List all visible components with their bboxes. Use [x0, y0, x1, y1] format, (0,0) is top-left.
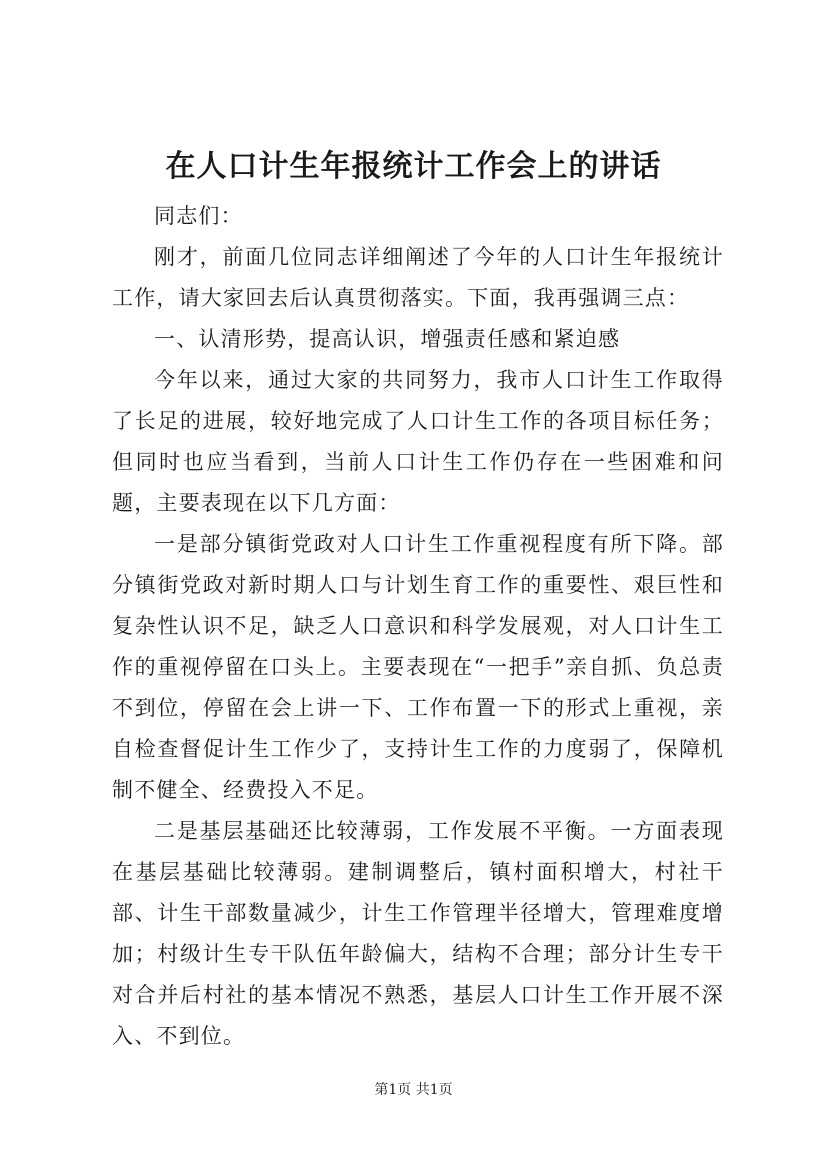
- body-paragraph: 一是部分镇街党政对人口计生工作重视程度有所下降。部分镇街党政对新时期人口与计划生育工作的重要性、艰巨性和复杂性认识不足，缺乏人口意识和科学发展观，对人口计生工作的重视停留在口头上。主要表现在“一把手”亲自抓、负总责不到位，停留在会上讲一下、工作布置一下的形式上重视，亲自检查督促计生工作少了，支持计生工作的力度弱了，保障机制不健全、经费投入不足。: [112, 532, 724, 802]
- intro-paragraph: 刚才，前面几位同志详细阐述了今年的人口计生年报统计工作，请大家回去后认真贯彻落实。下面，我再强调三点：: [112, 245, 724, 310]
- body-paragraph: 今年以来，通过大家的共同努力，我市人口计生工作取得了长足的进展，较好地完成了人口计生工作的各项目标任务；但同时也应当看到，当前人口计生工作仍存在一些困难和问题，主要表现在以下几方面：: [112, 368, 724, 515]
- salutation-paragraph: 同志们：: [154, 204, 243, 228]
- page-footer: 第1页 共1页: [374, 1082, 453, 1098]
- document-body: [112, 196, 724, 1057]
- body-paragraph: 二是基层基础还比较薄弱，工作发展不平衡。一方面表现在基层基础比较薄弱。建制调整后，镇村面积增大，村社干部、计生干部数量减少，计生工作管理半径增大，管理难度增加；村级计生专干队伍年龄偏大，结构不合理；部分计生专干对合并后村社的基本情况不熟悉，基层人口计生工作开展不深入、不到位。: [112, 819, 724, 1048]
- section-heading: 一、认清形势，提高认识，增强责任感和紧迫感: [154, 327, 621, 351]
- document-title: 在人口计生年报统计工作会上的讲话: [165, 149, 662, 184]
